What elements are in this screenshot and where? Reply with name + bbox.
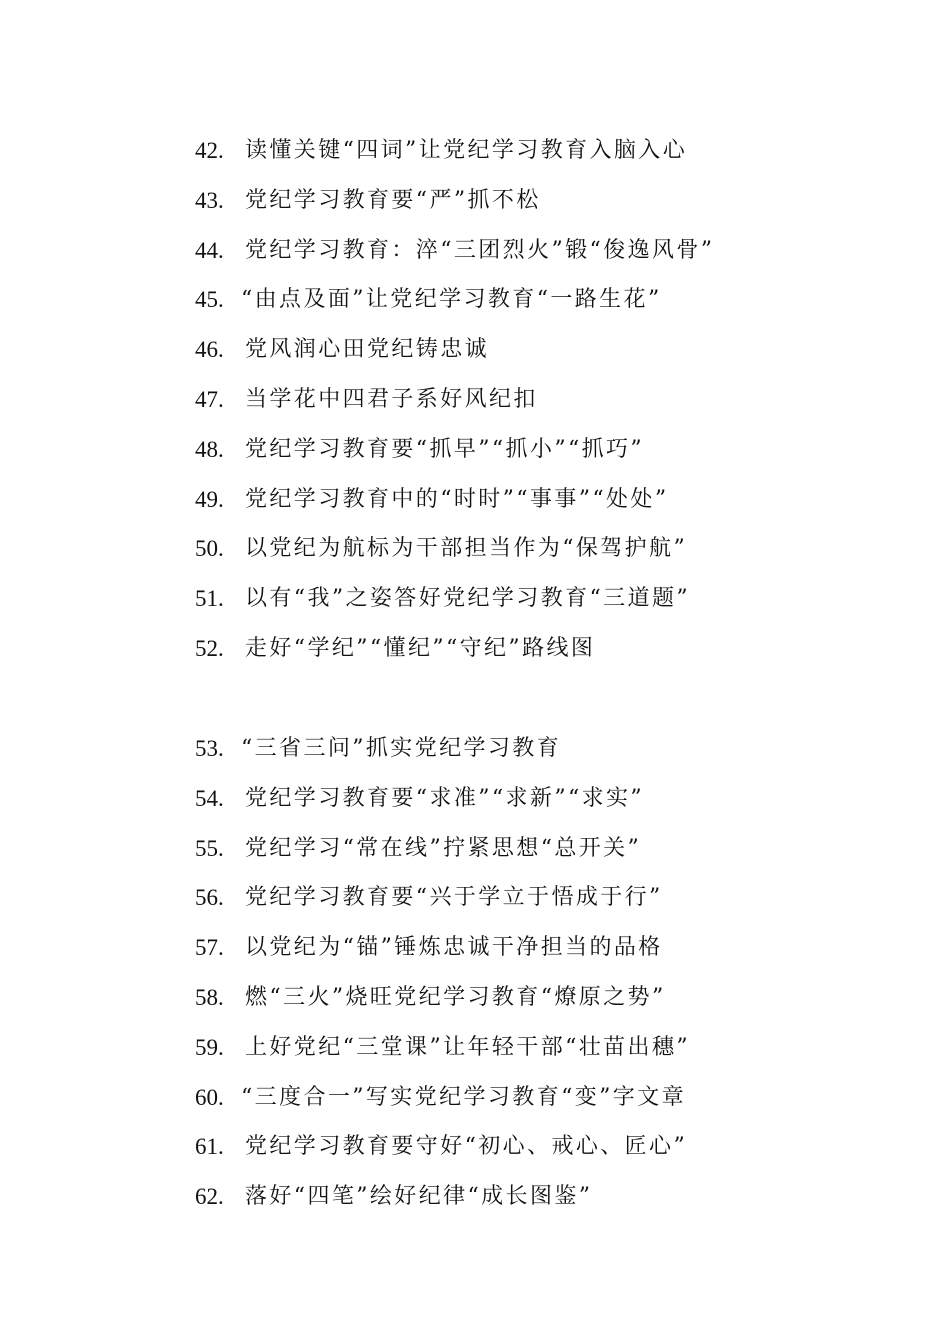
item-text: 以有“我”之姿答好党纪学习教育“三道题” — [245, 586, 690, 612]
item-number: 57. — [195, 935, 224, 961]
item-text: “三度合一”写实党纪学习教育“变”字文章 — [241, 1084, 686, 1110]
list-item — [195, 824, 815, 874]
item-text: 走好“学纪”“懂纪”“守纪”路线图 — [245, 635, 596, 661]
list-item — [195, 1023, 815, 1073]
item-text: 落好“四笔”绘好纪律“成长图鉴” — [245, 1184, 593, 1210]
list-item — [195, 1172, 815, 1222]
list-item — [195, 126, 815, 176]
item-number: 56. — [195, 885, 224, 911]
item-number: 49. — [195, 486, 224, 512]
list-item — [195, 524, 815, 574]
list-item — [195, 624, 815, 674]
item-number: 51. — [195, 586, 224, 612]
list-item — [195, 176, 815, 226]
item-number: 58. — [195, 984, 224, 1010]
item-number: 48. — [195, 436, 224, 462]
item-number: 42. — [195, 138, 224, 163]
list-item — [195, 375, 815, 425]
item-text: 党风润心田党纪铸忠诚 — [245, 337, 490, 363]
list-item — [195, 1122, 815, 1172]
list-item — [195, 973, 815, 1023]
list-item — [195, 774, 815, 824]
item-text: 党纪学习“常在线”拧紧思想“总开关” — [245, 835, 642, 861]
list-item — [195, 325, 815, 375]
item-number: 54. — [195, 785, 224, 811]
list-item — [195, 275, 815, 325]
item-number: 50. — [195, 536, 224, 562]
item-text: “由点及面”让党纪学习教育“一路生花” — [241, 287, 662, 313]
item-text: “三省三问”抓实党纪学习教育 — [241, 736, 562, 761]
title-list-section-2 — [195, 724, 815, 1222]
list-item — [195, 425, 815, 475]
item-text: 以党纪为“锚”锤炼忠诚干净担当的品格 — [245, 935, 663, 961]
title-list-section-1 — [195, 126, 815, 674]
item-number: 52. — [195, 635, 224, 661]
item-number: 45. — [195, 287, 224, 313]
list-item — [195, 226, 815, 276]
item-number: 53. — [195, 736, 224, 761]
list-item — [195, 475, 815, 525]
item-number: 44. — [195, 237, 224, 263]
item-text: 党纪学习教育要“兴于学立于悟成于行” — [245, 885, 663, 911]
item-text: 以党纪为航标为干部担当作为“保驾护航” — [245, 536, 688, 562]
list-item — [195, 574, 815, 624]
item-number: 46. — [195, 337, 224, 363]
list-item — [195, 724, 815, 774]
item-number: 61. — [195, 1134, 224, 1160]
item-text: 燃“三火”烧旺党纪学习教育“燎原之势” — [245, 984, 666, 1010]
list-item — [195, 923, 815, 973]
item-text: 党纪学习教育要“求准”“求新”“求实” — [245, 785, 645, 811]
item-text: 党纪学习教育：淬“三团烈火”锻“俊逸风骨” — [245, 237, 715, 263]
item-number: 47. — [195, 386, 224, 412]
item-number: 60. — [195, 1084, 224, 1110]
item-text: 党纪学习教育要“抓早”“抓小”“抓巧” — [245, 436, 645, 462]
item-number: 62. — [195, 1184, 224, 1210]
list-item — [195, 1073, 815, 1123]
item-text: 党纪学习教育中的“时时”“事事”“处处” — [245, 486, 669, 512]
item-text: 上好党纪“三堂课”让年轻干部“壮苗出穗” — [245, 1034, 690, 1060]
item-text: 读懂关键“四词”让党纪学习教育入脑入心 — [245, 138, 688, 163]
item-text: 党纪学习教育要“严”抓不松 — [245, 187, 541, 213]
item-text: 当学花中四君子系好风纪扣 — [245, 386, 538, 412]
item-number: 43. — [195, 187, 224, 213]
item-number: 59. — [195, 1034, 224, 1060]
item-number: 55. — [195, 835, 224, 861]
item-text: 党纪学习教育要守好“初心、戒心、匠心” — [245, 1134, 688, 1160]
list-item — [195, 873, 815, 923]
